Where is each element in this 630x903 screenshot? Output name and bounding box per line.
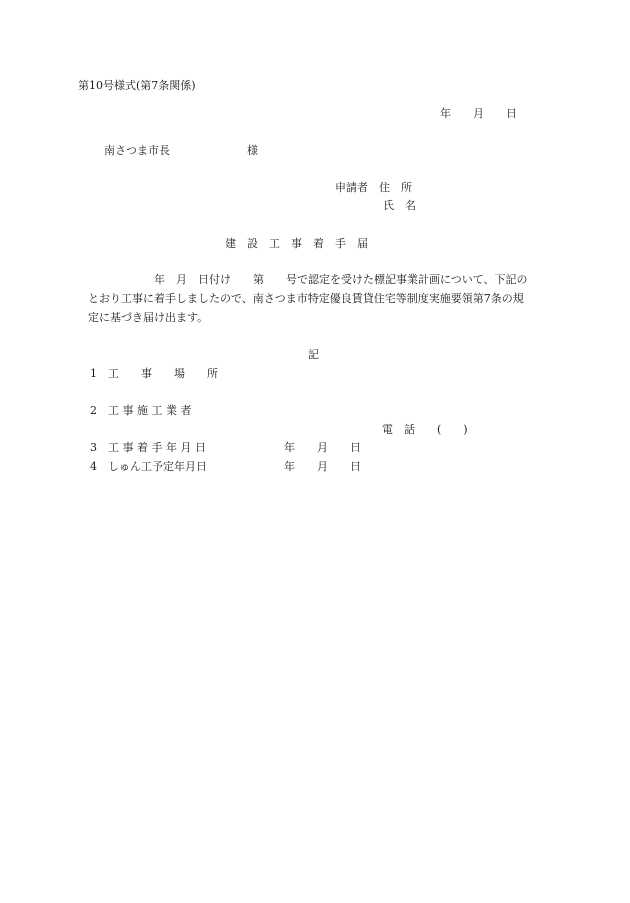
body-line-2: とおり工事に着手しましたので、南さつま市特定優良賃貸住宅等制度実施要領第7条の規: [88, 292, 524, 305]
submission-date: 年 月 日: [440, 107, 517, 120]
form-number: 第10号様式(第7条関係): [78, 79, 196, 92]
item-completion-date-value: 年 月 日: [284, 460, 361, 473]
body-line-3: 定に基づき届け出ます。: [88, 311, 209, 324]
body-line-1: 年 月 日付け 第 号で認定を受けた標記事業計画について、下記の: [88, 273, 528, 286]
item-construction-site: 1 工 事 場 所: [90, 367, 218, 380]
item-contractor: 2 工 事 施 工 業 者: [90, 404, 192, 417]
item-start-date-label: 3 工 事 着 手 年 月 日: [90, 441, 206, 454]
addressee: 南さつま市長 様: [104, 144, 258, 157]
applicant-address-label: 申請者 住 所: [335, 181, 412, 194]
item-start-date-value: 年 月 日: [284, 441, 361, 454]
contractor-phone: 電 話 ( ): [382, 423, 468, 436]
applicant-name-label: 氏 名: [383, 199, 416, 212]
ki-heading: 記: [308, 348, 319, 361]
document-title: 建 設 工 事 着 手 届: [225, 237, 368, 250]
item-completion-date-label: 4 しゅん工予定年月日: [90, 460, 207, 473]
